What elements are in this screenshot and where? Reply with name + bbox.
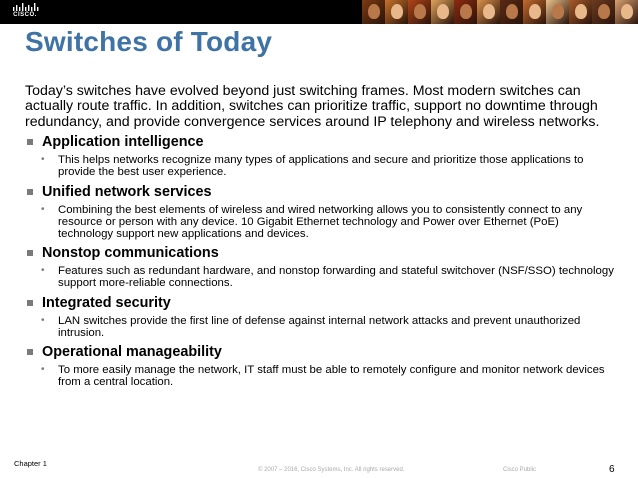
face-icon [529, 4, 541, 19]
header-photo [592, 0, 615, 24]
section-detail-text: LAN switches provide the first line of defense against internal network attacks and prevent unauthorized intrusion. [58, 314, 581, 339]
face-icon [552, 4, 564, 19]
section-heading [25, 295, 615, 312]
dot-bullet-icon: • [41, 265, 45, 277]
header-banner [0, 0, 638, 24]
section-detail [25, 315, 615, 339]
face-icon [460, 4, 472, 19]
square-bullet-icon [27, 250, 33, 256]
face-icon [506, 4, 518, 19]
face-icon [621, 4, 633, 19]
section-nonstop-communications [25, 245, 615, 289]
header-photo [385, 0, 408, 24]
section-heading-text: Application intelligence [42, 134, 204, 151]
face-icon [575, 4, 587, 19]
section-heading [25, 184, 615, 201]
face-icon [368, 4, 380, 19]
face-icon [414, 4, 426, 19]
cisco-logo [7, 3, 43, 21]
section-unified-network-services [25, 184, 615, 241]
header-photo [454, 0, 477, 24]
dot-bullet-icon: • [41, 364, 45, 376]
footer-chapter: Chapter 1 [14, 459, 47, 468]
face-icon [391, 4, 403, 19]
header-photo [477, 0, 500, 24]
section-integrated-security [25, 295, 615, 339]
slide-content [25, 84, 615, 393]
square-bullet-icon [27, 139, 33, 145]
section-detail [25, 154, 615, 178]
dot-bullet-icon: • [41, 203, 45, 215]
section-detail-text: This helps networks recognize many types of applications and secure and prioritize those applications to provide the best user experience. [58, 154, 584, 179]
header-photo [362, 0, 385, 24]
header-photo [569, 0, 592, 24]
section-detail [25, 364, 615, 388]
section-heading-text: Unified network services [42, 183, 212, 200]
header-photo [408, 0, 431, 24]
section-detail-text: Combining the best elements of wireless and wired networking allows you to consistently connect to any resource or person with any device. 10 Gigabit Ethernet technology and Power over Ethernet (PoE) technology support new applications and devices. [58, 203, 583, 241]
dot-bullet-icon: • [41, 154, 45, 166]
section-application-intelligence [25, 134, 615, 178]
square-bullet-icon [27, 300, 33, 306]
square-bullet-icon [27, 349, 33, 355]
section-heading [25, 134, 615, 151]
section-heading-text: Operational manageability [42, 344, 222, 361]
face-icon [598, 4, 610, 19]
section-detail [25, 204, 615, 241]
header-photo [615, 0, 638, 24]
header-photo [500, 0, 523, 24]
header-photo [546, 0, 569, 24]
header-photo [431, 0, 454, 24]
slide-title: Switches of Today [25, 26, 273, 57]
header-photo-strip [362, 0, 638, 24]
logo-text: CISCO. [13, 12, 37, 18]
section-detail [25, 265, 615, 289]
header-photo [523, 0, 546, 24]
section-detail-text: To more easily manage the network, IT staff must be able to remotely configure and monitor network devices from a central location. [58, 364, 605, 389]
footer-classification: Cisco Public [503, 467, 537, 473]
square-bullet-icon [27, 189, 33, 195]
dot-bullet-icon: • [41, 314, 45, 326]
page-number: 6 [609, 464, 615, 475]
intro-paragraph: Today’s switches have evolved beyond just switching frames. Most modern switches can actually route traffic. In addition, switches can prioritize traffic, support no downtime through redundancy, and provide convergence services around IP telephony and wireless networks. [25, 83, 600, 130]
face-icon [483, 4, 495, 19]
face-icon [437, 4, 449, 19]
section-detail-text: Features such as redundant hardware, and nonstop forwarding and stateful switchover (NSF/SSO) technology support more-reliable connections. [58, 265, 614, 290]
section-heading [25, 344, 615, 361]
section-heading-text: Nonstop communications [42, 245, 219, 262]
footer-copyright: © 2007 – 2016, Cisco Systems, Inc. All rights reserved. [258, 467, 405, 473]
section-operational-manageability [25, 344, 615, 388]
section-heading [25, 245, 615, 262]
section-heading-text: Integrated security [42, 294, 171, 311]
